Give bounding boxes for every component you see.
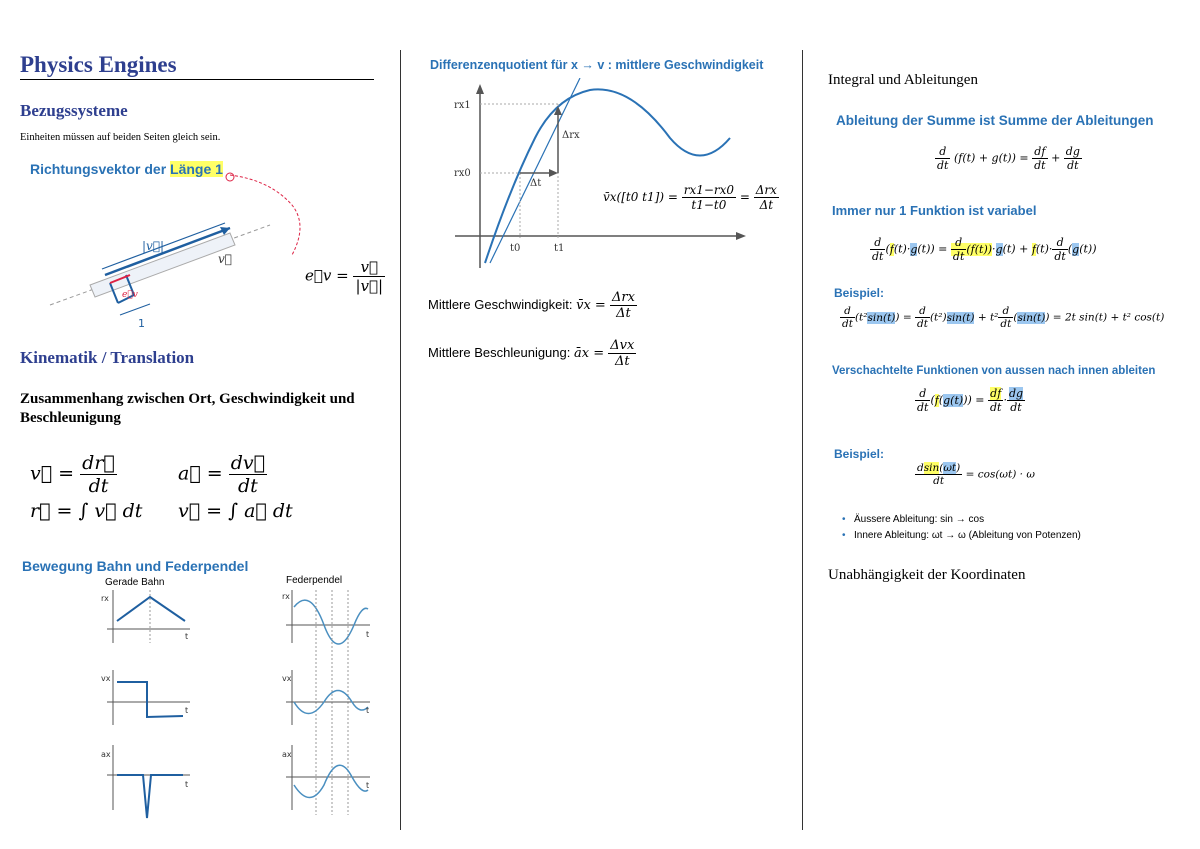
ableitung-bullets <box>838 512 1081 544</box>
plot1-ylabel: rx <box>101 594 109 603</box>
differenzenquotient-graph <box>430 78 760 273</box>
unabhaengigkeit-heading: Unabhängigkeit der Koordinaten <box>828 567 1026 583</box>
beispiel-2-formula: $\frac{dsin(\omega t)}{dt}$ = cos(ωt) · ω <box>917 462 1035 487</box>
federpendel-label: Federpendel <box>286 575 343 586</box>
bullet-aeussere: • Äussere Ableitung: sin → cos <box>854 512 1081 528</box>
bewegung-heading: Bewegung Bahn und Federpendel <box>22 558 249 574</box>
federpendel-plots <box>280 585 380 825</box>
feder-plot1-tlabel: t <box>366 630 370 639</box>
chain-rule-formula: $\frac{d}{dt}$ (f(g(t))) = $\frac{df}{dt}$ · $\frac{dg}{dt}$ <box>917 387 1024 414</box>
label-ev: e⃗v <box>122 290 138 300</box>
differenzenquotient-heading: Differenzenquotient für x → v : mittlere Geschwindigkeit <box>430 58 764 72</box>
gerade-bahn-plots <box>95 585 205 825</box>
plot1-tlabel: t <box>185 632 189 641</box>
graph-label-rx0: rx0 <box>454 168 471 179</box>
richtungsvektor-diagram <box>30 165 370 335</box>
graph-label-t1: t1 <box>554 243 565 254</box>
differenzenquotient-formula: v̄x([t0 t1]) = $\frac{rx1-rx0}{t1-t0}$ = $\frac{\text{Δrx}}{\Delta t}$ <box>603 183 777 212</box>
column-divider-1 <box>400 50 401 830</box>
kinematik-subheading: Zusammenhang zwischen Ort, Geschwindigkeit und Beschleunigung <box>20 391 355 426</box>
graph-label-dt: Δt <box>530 178 542 189</box>
plot2-ylabel: vx <box>101 674 111 683</box>
label-v-abs: |v⃗| <box>142 239 165 253</box>
formula-r-integral: r⃗ = ∫ v⃗ dt <box>30 500 143 522</box>
feder-plot2-ylabel: vx <box>282 674 292 683</box>
nested-heading: Verschachtelte Funktionen von aussen nach innen ableiten <box>832 365 1156 377</box>
column-divider-2 <box>802 50 803 830</box>
feder-plot3-ylabel: ax <box>282 750 292 759</box>
plot3-ylabel: ax <box>101 750 111 759</box>
formula-v: v⃗ = $\frac{dr⃗}{dt}$ <box>30 452 115 497</box>
label-v: v⃗ <box>218 252 232 266</box>
formula-a: a⃗ = $\frac{dv⃗}{dt}$ <box>178 452 266 497</box>
formula-v-integral: v⃗ = ∫ a⃗ dt <box>178 500 293 522</box>
product-rule-formula: $\frac{d}{dt}$ (f(t)·g(t)) = $\frac{d}{dt}$ (f(t))·g(t) + f(t)· $\frac{d}{dt}$ (g(t)) <box>872 236 1097 263</box>
feder-plot1-ylabel: rx <box>282 592 290 601</box>
beispiel-1-formula: $\frac{d}{dt}$ (t²sin(t)) = $\frac{d}{dt}$ (t²)sin(t) + t² $\frac{d}{dt}$ (sin(t)) = 2t sin(t) + t² cos(t) <box>842 305 1165 330</box>
mittlere-beschleunigung-row: Mittlere Beschleunigung: āx = $\frac{\text{Δvx}}{\Delta t}$ <box>428 338 635 369</box>
beispiel-1-label: Beispiel: <box>834 286 885 300</box>
graph-label-drx: Δrx <box>562 130 580 141</box>
variabel-heading: Immer nur 1 Funktion ist variabel <box>832 203 1037 218</box>
bezug-heading: Bezugssysteme <box>20 101 128 120</box>
bullet-innere: • Innere Ableitung: ωt → ω (Ableitung von Potenzen) <box>854 528 1081 544</box>
graph-label-t0: t0 <box>510 243 521 254</box>
plot3-tlabel: t <box>185 780 189 789</box>
mittlere-geschwindigkeit-row: Mittlere Geschwindigkeit: v̄x = $\frac{\text{Δrx}}{\Delta t}$ <box>428 290 635 321</box>
label-one: 1 <box>138 317 145 330</box>
kinematik-heading: Kinematik / Translation <box>20 348 195 367</box>
richtung-highlight: Länge 1 <box>170 161 223 177</box>
beispiel-2-label: Beispiel: <box>834 447 885 461</box>
gerade-bahn-label: Gerade Bahn <box>105 577 165 588</box>
title-underline <box>20 79 374 80</box>
feder-plot2-tlabel: t <box>366 706 370 715</box>
integral-heading: Integral und Ableitungen <box>828 72 978 88</box>
bezug-text: Einheiten müssen auf beiden Seiten gleich sein. <box>20 132 221 143</box>
graph-label-rx1: rx1 <box>454 100 471 111</box>
feder-plot3-tlabel: t <box>366 781 370 790</box>
richtung-heading: Richtungsvektor der Länge 1 <box>30 161 223 177</box>
sum-rule-formula: $\frac{d}{dt}$ (f(t) + g(t)) = $\frac{df}{dt}$ + $\frac{dg}{dt}$ <box>937 145 1080 172</box>
ev-formula: e⃗v = $\frac{v⃗}{|v⃗|}$ <box>305 258 384 295</box>
plot2-tlabel: t <box>185 706 189 715</box>
page-title: Physics Engines <box>20 52 177 77</box>
sum-rule-heading: Ableitung der Summe ist Summe der Ableitungen <box>836 113 1154 128</box>
